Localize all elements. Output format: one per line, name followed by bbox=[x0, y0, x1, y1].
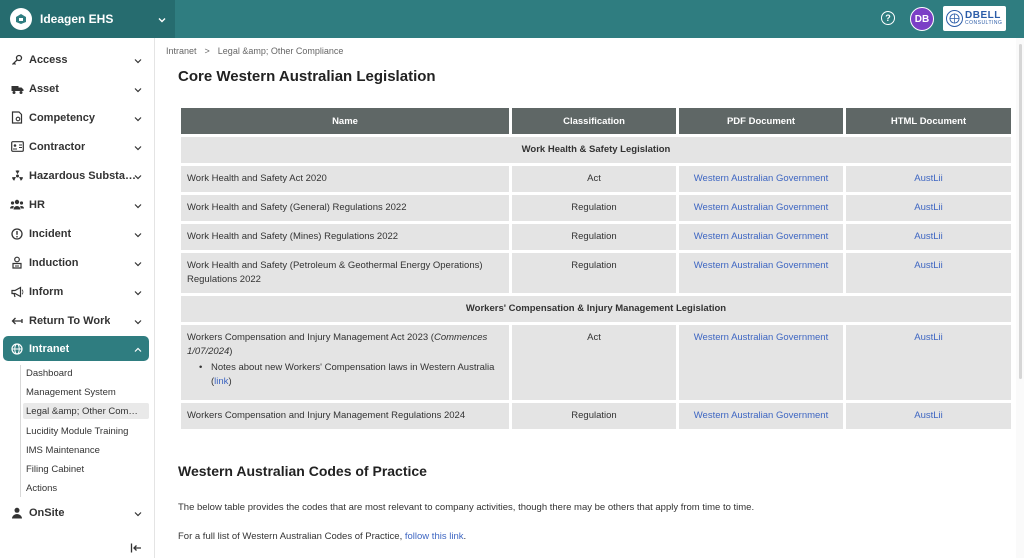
sidebar-item-hr[interactable] bbox=[3, 192, 149, 217]
table-row bbox=[181, 403, 1011, 429]
sidebar-item-return-to-work[interactable] bbox=[3, 308, 149, 333]
sidebar-item-contractor[interactable] bbox=[3, 134, 149, 159]
cell-name: Work Health and Safety (Mines) Regulations 2022 bbox=[181, 224, 509, 250]
person-badge-icon bbox=[10, 256, 24, 270]
partner-logo-main: DBELL bbox=[965, 10, 1001, 21]
chevron-down-icon bbox=[134, 172, 142, 184]
table-row bbox=[181, 195, 1011, 221]
follow-link[interactable]: follow this link bbox=[404, 531, 464, 542]
table-header-row bbox=[181, 108, 1011, 134]
html-link[interactable]: AustLii bbox=[914, 410, 943, 421]
html-link[interactable]: AustLii bbox=[914, 260, 943, 271]
collapse-sidebar-icon[interactable] bbox=[130, 541, 144, 555]
id-card-icon bbox=[10, 140, 24, 154]
html-link[interactable]: AustLii bbox=[914, 173, 943, 184]
sidebar-subitem-ims-maintenance[interactable]: IMS Maintenance bbox=[26, 444, 100, 456]
sidebar-item-label: Incident bbox=[29, 227, 72, 240]
sidebar-item-onsite[interactable] bbox=[3, 500, 149, 525]
sidebar bbox=[0, 38, 155, 558]
truck-icon bbox=[10, 82, 24, 96]
sidebar-item-access[interactable] bbox=[3, 47, 149, 72]
cell-name bbox=[181, 325, 509, 400]
paren-close: ) bbox=[228, 376, 232, 387]
breadcrumb bbox=[166, 46, 343, 56]
sidebar-item-label: Asset bbox=[29, 82, 59, 95]
sidebar-item-label: Hazardous Substa… bbox=[29, 169, 136, 182]
full-list-text: For a full list of Western Australian Codes of Practice, bbox=[178, 531, 405, 542]
help-icon[interactable]: ? bbox=[881, 11, 895, 25]
chevron-down-icon bbox=[157, 12, 167, 30]
submenu-guide bbox=[20, 365, 21, 497]
list-item bbox=[197, 361, 503, 389]
sidebar-item-inform[interactable] bbox=[3, 279, 149, 304]
pdf-link[interactable]: Western Australian Government bbox=[693, 173, 829, 184]
cell-classification: Regulation bbox=[512, 253, 676, 293]
sidebar-subitem-actions[interactable]: Actions bbox=[26, 482, 58, 494]
chevron-down-icon bbox=[134, 230, 142, 242]
partner-logo bbox=[943, 6, 1006, 31]
pdf-link[interactable]: Western Australian Government bbox=[693, 202, 829, 213]
legislation-table bbox=[178, 105, 1014, 432]
cell-classification: Regulation bbox=[512, 195, 676, 221]
return-arrow-icon bbox=[10, 314, 24, 328]
column-header-pdf: PDF Document bbox=[679, 108, 843, 134]
megaphone-icon bbox=[10, 285, 24, 299]
act-name: Workers Compensation and Injury Management Act 2023 ( bbox=[187, 332, 434, 343]
html-link[interactable]: AustLii bbox=[914, 202, 943, 213]
chevron-down-icon bbox=[134, 201, 142, 213]
table-row bbox=[181, 224, 1011, 250]
globe-icon bbox=[946, 10, 963, 27]
sidebar-item-competency[interactable] bbox=[3, 105, 149, 130]
app-name: Ideagen EHS bbox=[40, 12, 114, 26]
cell-name: Work Health and Safety (General) Regulations 2022 bbox=[181, 195, 509, 221]
chevron-down-icon bbox=[134, 114, 142, 126]
chevron-down-icon bbox=[134, 259, 142, 271]
codes-section-title: Western Australian Codes of Practice bbox=[178, 463, 427, 479]
paren-close: ) bbox=[229, 346, 233, 357]
chevron-up-icon bbox=[134, 345, 142, 357]
sidebar-subitem-filing-cabinet[interactable]: Filing Cabinet bbox=[26, 463, 85, 475]
sidebar-item-induction[interactable] bbox=[3, 250, 149, 275]
section-row bbox=[181, 296, 1011, 322]
cell-name: Work Health and Safety Act 2020 bbox=[181, 166, 509, 192]
sidebar-item-label: Induction bbox=[29, 256, 79, 269]
cell-classification: Act bbox=[512, 325, 676, 400]
chevron-down-icon bbox=[134, 317, 142, 329]
notes-link[interactable]: link bbox=[214, 376, 229, 387]
column-header-classification: Classification bbox=[512, 108, 676, 134]
partner-logo-sub: CONSULTING bbox=[965, 20, 1003, 26]
sidebar-item-label: HR bbox=[29, 198, 45, 211]
sidebar-item-label: OnSite bbox=[29, 506, 65, 519]
certificate-icon bbox=[10, 111, 24, 125]
hazard-icon bbox=[10, 169, 24, 183]
full-list-end: . bbox=[463, 531, 467, 542]
app-switcher[interactable] bbox=[0, 0, 175, 38]
sidebar-subitem-dashboard[interactable]: Dashboard bbox=[26, 367, 73, 379]
sidebar-item-label: Competency bbox=[29, 111, 96, 124]
user-icon bbox=[10, 506, 24, 520]
column-header-html: HTML Document bbox=[846, 108, 1011, 134]
sidebar-item-incident[interactable] bbox=[3, 221, 149, 246]
table-row bbox=[181, 166, 1011, 192]
html-link[interactable]: AustLii bbox=[914, 231, 943, 242]
scrollbar-thumb[interactable] bbox=[1019, 44, 1022, 379]
column-header-name: Name bbox=[181, 108, 509, 134]
commencement-note: Commences 1/07/2024 bbox=[187, 332, 488, 357]
page-title: Core Western Australian Legislation bbox=[178, 68, 436, 85]
codes-intro: The below table provides the codes that are most relevant to company activities, though there may be others that apply from time to time. bbox=[178, 502, 755, 513]
sidebar-subitem-management-system[interactable]: Management System bbox=[26, 386, 116, 398]
alert-circle-icon bbox=[10, 227, 24, 241]
people-icon bbox=[10, 198, 24, 212]
key-icon bbox=[10, 53, 24, 67]
pdf-link[interactable]: Western Australian Government bbox=[693, 260, 829, 271]
chevron-down-icon bbox=[134, 143, 142, 155]
pdf-link[interactable]: Western Australian Government bbox=[693, 332, 829, 343]
table-row bbox=[181, 325, 1011, 400]
cell-classification: Act bbox=[512, 166, 676, 192]
cell-name: Work Health and Safety (Petroleum & Geothermal Energy Operations) Regulations 2022 bbox=[181, 253, 509, 293]
sidebar-subitem-lucidity-training[interactable]: Lucidity Module Training bbox=[26, 425, 129, 437]
sidebar-subitem-legal-compliance[interactable]: Legal &amp; Other Com… bbox=[23, 403, 149, 419]
sidebar-item-asset[interactable] bbox=[3, 76, 149, 101]
cell-classification: Regulation bbox=[512, 224, 676, 250]
cell-classification: Regulation bbox=[512, 403, 676, 429]
sidebar-item-hazardous-substances[interactable] bbox=[3, 163, 149, 188]
top-bar bbox=[0, 0, 1024, 38]
chevron-down-icon bbox=[134, 288, 142, 300]
section-row bbox=[181, 137, 1011, 163]
cell-name: Workers Compensation and Injury Management Regulations 2024 bbox=[181, 403, 509, 429]
section-title: Workers' Compensation & Injury Management Legislation bbox=[181, 296, 1011, 322]
section-title: Work Health & Safety Legislation bbox=[181, 137, 1011, 163]
chevron-down-icon bbox=[134, 56, 142, 68]
chevron-down-icon bbox=[134, 85, 142, 97]
chevron-down-icon bbox=[134, 509, 142, 521]
notes-list bbox=[187, 361, 503, 389]
pdf-link[interactable]: Western Australian Government bbox=[693, 410, 829, 421]
sidebar-item-label: Return To Work bbox=[29, 314, 111, 327]
breadcrumb-separator: > bbox=[204, 46, 210, 56]
pdf-link[interactable]: Western Australian Government bbox=[693, 231, 829, 242]
sidebar-item-intranet[interactable] bbox=[3, 336, 149, 361]
breadcrumb-link-intranet[interactable]: Intranet bbox=[166, 46, 197, 56]
codes-full-list bbox=[178, 531, 466, 542]
sidebar-item-label: Inform bbox=[29, 285, 64, 298]
breadcrumb-current: Legal &amp; Other Compliance bbox=[217, 46, 344, 56]
avatar[interactable]: DB bbox=[910, 7, 934, 31]
sidebar-item-label: Access bbox=[29, 53, 68, 66]
globe-icon bbox=[10, 342, 24, 356]
sidebar-item-label: Contractor bbox=[29, 140, 86, 153]
html-link[interactable]: AustLii bbox=[914, 332, 943, 343]
note-text: Notes about new Workers' Compensation laws in Western Australia ( bbox=[211, 362, 495, 387]
ideagen-logo-icon bbox=[10, 8, 32, 30]
table-row bbox=[181, 253, 1011, 293]
sidebar-item-label: Intranet bbox=[29, 342, 70, 355]
